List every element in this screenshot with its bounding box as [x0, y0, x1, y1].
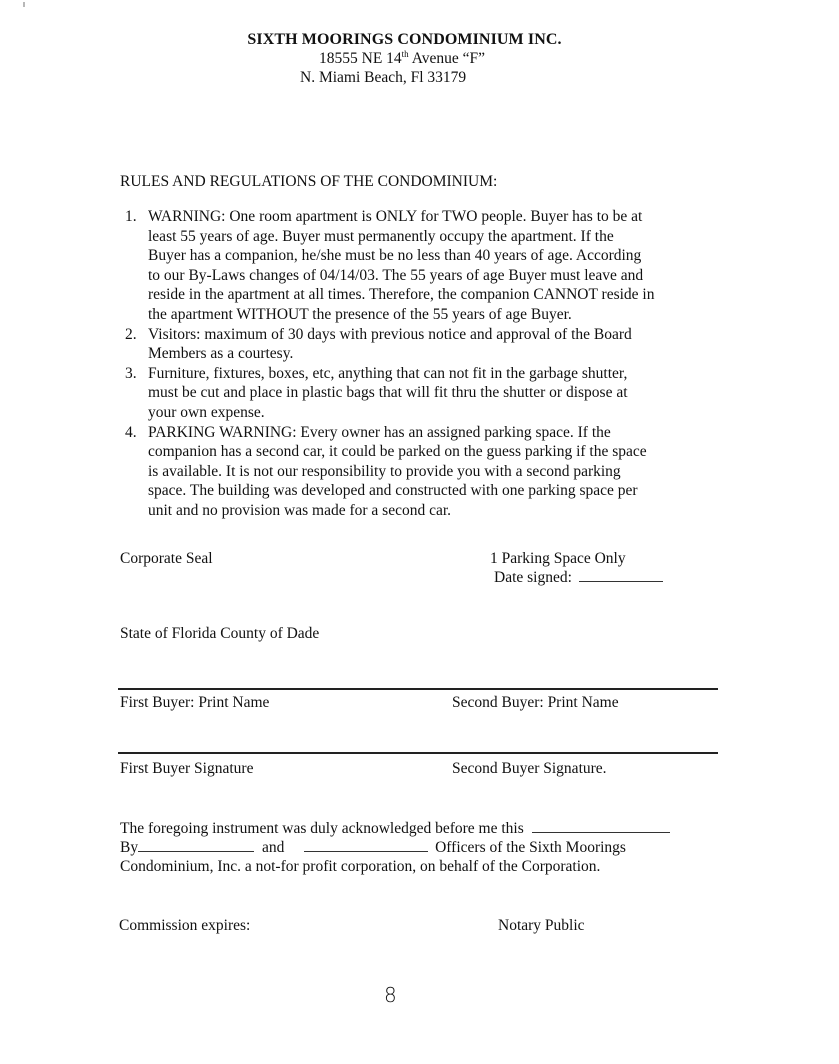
rule-line: least 55 years of age. Buyer must permanently occupy the apartment. If the [148, 227, 614, 245]
rule-line: PARKING WARNING: Every owner has an assigned parking space. If the [148, 423, 611, 441]
rule-item [125, 364, 725, 423]
date-signed-field[interactable] [579, 569, 663, 582]
scan-artifact [23, 2, 25, 7]
corporate-seal-label: Corporate Seal [120, 550, 213, 567]
section-title: RULES AND REGULATIONS OF THE CONDOMINIUM: [120, 173, 498, 190]
rule-line: the apartment WITHOUT the presence of the 55 years of age Buyer. [148, 305, 572, 323]
rule-line: space. The building was developed and constructed with one parking space per [148, 482, 638, 500]
acknowledgment-line-3: Condominium, Inc. a not-for profit corporation, on behalf of the Corporation. [120, 858, 601, 875]
acknowledgment-line-2 [120, 839, 626, 857]
rule-line: unit and no provision was made for a second car. [148, 501, 452, 519]
rule-text [148, 325, 725, 364]
rule-number: 3. [125, 364, 137, 382]
jurisdiction: State of Florida County of Dade [120, 625, 320, 642]
notary-public-label: Notary Public [498, 917, 585, 934]
by-label: By [120, 839, 139, 856]
rule-item [125, 207, 725, 325]
rule-item [125, 325, 725, 364]
rule-line: must be cut and place in plastic bags that will fit thru the shutter or dispose at [148, 384, 628, 402]
rule-line: your own expense. [148, 403, 265, 421]
second-officer-field[interactable] [304, 839, 428, 852]
acknowledgment-date-field[interactable] [532, 820, 670, 833]
first-buyer-print-label: First Buyer: Print Name [120, 694, 270, 711]
officers-text: Officers of the Sixth Moorings [435, 839, 626, 856]
print-name-line[interactable] [118, 688, 718, 690]
page-number: 8 [384, 983, 397, 1007]
rule-line: is available. It is not our responsibility to provide you with a second parking [148, 462, 621, 480]
rule-text [148, 207, 725, 325]
rule-text [148, 423, 725, 521]
first-buyer-signature-label: First Buyer Signature [120, 760, 254, 777]
second-buyer-print-label: Second Buyer: Print Name [452, 694, 619, 711]
rule-line: WARNING: One room apartment is ONLY for TWO people. Buyer has to be at [148, 208, 643, 225]
rule-line: companion has a second car, it could be parked on the guess parking if the space [148, 443, 647, 461]
date-signed [494, 569, 663, 587]
rule-number: 1. [125, 208, 137, 225]
commission-expires-label: Commission expires: [119, 917, 251, 934]
first-officer-field[interactable] [138, 839, 254, 852]
address-line-2: N. Miami Beach, Fl 33179 [300, 69, 467, 86]
second-buyer-signature-label: Second Buyer Signature. [452, 760, 607, 777]
rules-list [125, 207, 725, 521]
parking-note: 1 Parking Space Only [490, 550, 626, 567]
and-label: and [261, 839, 285, 856]
address-line-1 [319, 50, 485, 68]
signature-line[interactable] [118, 752, 718, 754]
date-signed-label: Date signed: [494, 569, 572, 586]
rule-line: Members as a courtesy. [148, 345, 294, 363]
rule-number: 2. [125, 325, 137, 343]
street-number: 18555 NE 14 [319, 50, 402, 67]
company-name: SIXTH MOORINGS CONDOMINIUM INC. [247, 31, 562, 48]
avenue: Avenue “F” [408, 50, 486, 67]
rule-line: Furniture, fixtures, boxes, etc, anything that can not fit in the garbage shutter, [148, 364, 628, 382]
rule-line: Buyer has a companion, he/she must be no less than 40 years of age. According [148, 247, 642, 265]
document-title [0, 31, 839, 49]
rule-number: 4. [125, 423, 137, 441]
acknowledgment-text: The foregoing instrument was duly acknowledged before me this [120, 820, 524, 837]
rule-line: reside in the apartment at all times. Therefore, the companion CANNOT reside in [148, 286, 655, 304]
rule-line: to our By-Laws changes of 04/14/03. The 55 years of age Buyer must leave and [148, 266, 644, 284]
rule-text [148, 364, 725, 423]
ordinal-suffix: th [401, 49, 409, 59]
acknowledgment-line-1 [120, 820, 670, 838]
rule-line: Visitors: maximum of 30 days with previous notice and approval of the Board [148, 325, 632, 343]
rule-item [125, 423, 725, 521]
